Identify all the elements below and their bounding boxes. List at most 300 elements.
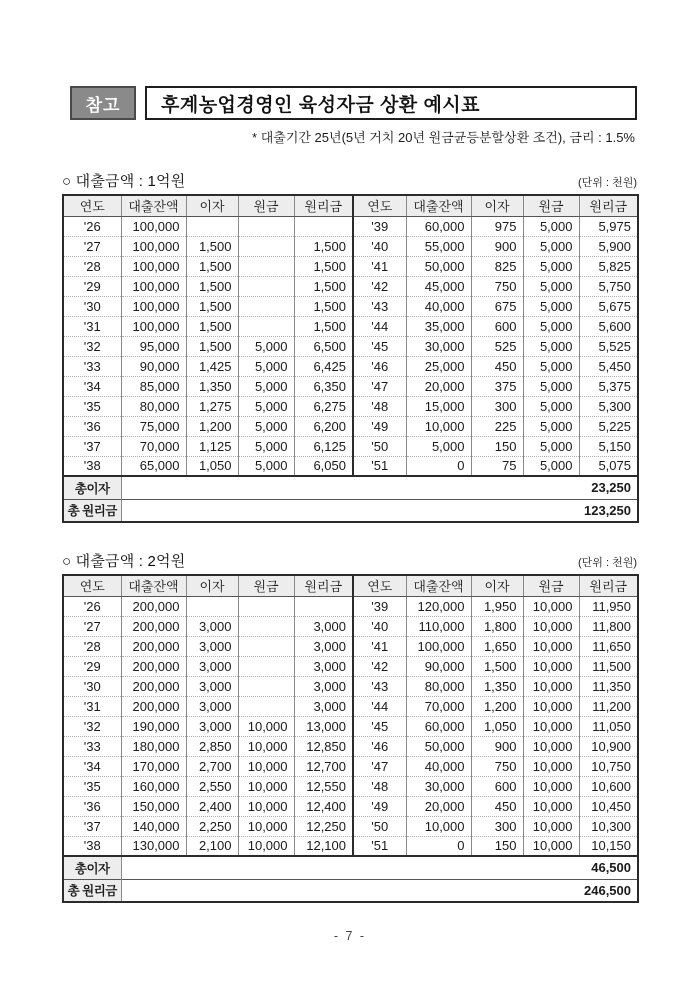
value-cell: 95,000	[121, 336, 186, 356]
value-cell: 1,050	[471, 716, 523, 736]
year-cell: '32	[63, 336, 121, 356]
year-cell: '48	[353, 396, 406, 416]
total-label: 총이자	[63, 856, 121, 879]
column-header: 연도	[353, 195, 406, 216]
year-cell: '29	[63, 656, 121, 676]
value-cell: 5,000	[238, 376, 294, 396]
value-cell: 5,375	[579, 376, 638, 396]
value-cell: 5,000	[523, 316, 579, 336]
value-cell: 1,500	[294, 316, 353, 336]
value-cell: 1,500	[186, 256, 238, 276]
year-cell: '49	[353, 416, 406, 436]
value-cell: 10,900	[579, 736, 638, 756]
value-cell: 3,000	[294, 656, 353, 676]
value-cell: 0	[406, 836, 471, 856]
value-cell: 90,000	[406, 656, 471, 676]
value-cell	[238, 256, 294, 276]
column-header: 대출잔액	[121, 575, 186, 596]
value-cell: 5,000	[523, 256, 579, 276]
value-cell: 10,000	[238, 816, 294, 836]
year-cell: '33	[63, 736, 121, 756]
value-cell: 12,850	[294, 736, 353, 756]
value-cell: 11,950	[592, 598, 631, 614]
value-cell: 5,000	[238, 396, 294, 416]
value-cell: 2,100	[186, 836, 238, 856]
value-cell: 5,000	[523, 456, 579, 476]
value-cell: 11,800	[579, 616, 638, 636]
section-head	[62, 167, 637, 191]
value-cell	[186, 596, 238, 616]
table-row	[63, 416, 638, 436]
year-cell: '37	[63, 816, 121, 836]
value-cell: 2,550	[186, 776, 238, 796]
year-cell: '33	[63, 356, 121, 376]
total-row	[63, 476, 638, 499]
value-cell: 1,500	[186, 276, 238, 296]
year-cell: '36	[63, 416, 121, 436]
column-header: 연도	[63, 195, 121, 216]
value-cell: 450	[471, 796, 523, 816]
value-cell: 45,000	[406, 276, 471, 296]
value-cell: 1,500	[294, 296, 353, 316]
value-cell: 10,450	[579, 796, 638, 816]
value-cell: 3,000	[186, 636, 238, 656]
value-cell: 100,000	[121, 316, 186, 336]
value-cell: 100,000	[121, 276, 186, 296]
year-cell: '44	[353, 696, 406, 716]
value-cell: 375	[471, 376, 523, 396]
year-cell: '50	[353, 816, 406, 836]
value-cell: 1,050	[186, 456, 238, 476]
value-cell: 80,000	[406, 676, 471, 696]
value-cell: 35,000	[406, 316, 471, 336]
value-cell: 3,000	[186, 616, 238, 636]
value-cell: 10,000	[523, 816, 579, 836]
value-cell: 30,000	[406, 336, 471, 356]
value-cell: 170,000	[121, 756, 186, 776]
value-cell: 150	[471, 436, 523, 456]
value-cell: 525	[471, 336, 523, 356]
value-cell: 5,000	[238, 436, 294, 456]
value-cell: 6,350	[294, 376, 353, 396]
value-cell	[238, 696, 294, 716]
year-cell: '45	[353, 716, 406, 736]
value-cell: 200,000	[121, 676, 186, 696]
value-cell: 10,000	[406, 416, 471, 436]
table-row	[63, 736, 638, 756]
value-cell: 10,000	[523, 736, 579, 756]
table-row	[63, 376, 638, 396]
column-header: 연도	[63, 575, 121, 596]
column-header: 대출잔액	[406, 195, 471, 216]
column-header: 원금	[523, 195, 579, 216]
value-cell: 12,700	[294, 756, 353, 776]
year-cell: '26	[63, 216, 121, 236]
table-row	[63, 296, 638, 316]
value-cell: 5,000	[523, 216, 579, 236]
value-cell	[238, 216, 294, 236]
value-cell: 10,000	[523, 716, 579, 736]
value-cell: 1,275	[186, 396, 238, 416]
year-cell: '46	[353, 356, 406, 376]
value-cell	[294, 216, 353, 236]
value-cell: 1,500	[186, 296, 238, 316]
value-cell: 750	[471, 276, 523, 296]
table-row	[63, 816, 638, 836]
value-cell: 5,000	[523, 416, 579, 436]
page-number: - 7 -	[333, 929, 367, 943]
value-cell: 3,000	[294, 696, 353, 716]
table-header-row	[63, 575, 638, 596]
total-row	[63, 879, 638, 902]
table-row	[63, 596, 638, 616]
table-row	[63, 256, 638, 276]
value-cell: 150,000	[121, 796, 186, 816]
page-title: 후계농업경영인 육성자금 상환 예시표	[145, 86, 637, 120]
value-cell: 20,000	[406, 796, 471, 816]
reference-badge: 참고	[70, 86, 136, 120]
value-cell: 75,000	[121, 416, 186, 436]
year-cell: '51	[353, 836, 406, 856]
column-header: 원리금	[294, 195, 353, 216]
column-header: 대출잔액	[406, 575, 471, 596]
value-cell: 1,350	[186, 376, 238, 396]
value-cell: 3,000	[186, 656, 238, 676]
column-header: 이자	[186, 575, 238, 596]
year-cell: '39	[353, 216, 406, 236]
year-cell: '42	[353, 656, 406, 676]
value-cell	[238, 276, 294, 296]
section-heading: ○ 대출금액 : 1억원	[62, 173, 186, 190]
value-cell	[238, 596, 294, 616]
value-cell: 10,150	[579, 836, 638, 856]
value-cell	[238, 616, 294, 636]
value-cell: 1,200	[186, 416, 238, 436]
value-cell: 40,000	[406, 756, 471, 776]
column-header: 원금	[238, 575, 294, 596]
value-cell: 12,400	[294, 796, 353, 816]
value-cell: 5,000	[523, 296, 579, 316]
value-cell: 6,125	[294, 436, 353, 456]
year-cell: '26	[63, 596, 121, 616]
value-cell: 160,000	[121, 776, 186, 796]
value-cell	[238, 296, 294, 316]
year-cell: '30	[63, 296, 121, 316]
value-cell: 2,850	[186, 736, 238, 756]
value-cell: 900	[471, 736, 523, 756]
column-header: 원리금	[294, 575, 353, 596]
year-cell: '36	[63, 796, 121, 816]
value-cell: 10,000	[238, 836, 294, 856]
value-cell: 1,500	[186, 236, 238, 256]
value-cell: 70,000	[121, 436, 186, 456]
value-cell: 100,000	[121, 236, 186, 256]
value-cell: 5,075	[579, 456, 638, 476]
table-row	[63, 836, 638, 856]
value-cell: 5,525	[579, 336, 638, 356]
value-cell: 120,000	[406, 596, 471, 616]
table-row	[63, 796, 638, 816]
year-cell: '47	[353, 756, 406, 776]
year-cell: '41	[353, 636, 406, 656]
value-cell: 6,200	[294, 416, 353, 436]
value-cell: 3,000	[294, 616, 353, 636]
document-page	[62, 86, 637, 903]
value-cell: 11,350	[579, 676, 638, 696]
value-cell: 100,000	[121, 296, 186, 316]
year-cell: '31	[63, 696, 121, 716]
value-cell: 200,000	[121, 596, 186, 616]
value-cell: 130,000	[121, 836, 186, 856]
column-header: 원금	[238, 195, 294, 216]
value-cell: 10,600	[579, 776, 638, 796]
value-cell: 5,000	[238, 356, 294, 376]
value-cell: 600	[471, 776, 523, 796]
column-header: 연도	[353, 575, 406, 596]
value-cell: 10,000	[523, 836, 579, 856]
value-cell: 1,650	[471, 636, 523, 656]
value-cell: 10,000	[238, 716, 294, 736]
total-label: 총 원리금	[63, 499, 121, 522]
value-cell: 1,950	[471, 596, 523, 616]
value-cell: 6,500	[294, 336, 353, 356]
value-cell: 5,150	[579, 436, 638, 456]
value-cell: 1,350	[471, 676, 523, 696]
year-cell: '50	[353, 436, 406, 456]
value-cell: 10,000	[238, 796, 294, 816]
loan-section-200m	[62, 547, 637, 903]
value-cell: 3,000	[294, 636, 353, 656]
table-row	[63, 636, 638, 656]
value-cell: 5,900	[579, 236, 638, 256]
table-row	[63, 436, 638, 456]
value-cell: 5,300	[579, 396, 638, 416]
value-cell: 10,000	[523, 756, 579, 776]
table-row	[63, 216, 638, 236]
value-cell: 80,000	[121, 396, 186, 416]
table-row	[63, 656, 638, 676]
value-cell	[238, 316, 294, 336]
value-cell	[294, 596, 353, 616]
table-row	[63, 236, 638, 256]
value-cell: 5,000	[523, 236, 579, 256]
value-cell: 5,000	[238, 456, 294, 476]
table-row	[63, 356, 638, 376]
value-cell: 5,000	[523, 276, 579, 296]
year-cell: '43	[353, 676, 406, 696]
value-cell: 12,100	[294, 836, 353, 856]
value-cell: 5,000	[523, 436, 579, 456]
year-cell: '41	[353, 256, 406, 276]
value-cell: 900	[471, 236, 523, 256]
year-cell: '28	[63, 636, 121, 656]
value-cell: 1,500	[294, 236, 353, 256]
value-cell: 20,000	[406, 376, 471, 396]
value-cell: 1,200	[471, 696, 523, 716]
value-cell: 55,000	[406, 236, 471, 256]
value-cell: 40,000	[406, 296, 471, 316]
value-cell: 5,000	[238, 416, 294, 436]
value-cell: 85,000	[121, 376, 186, 396]
value-cell	[238, 656, 294, 676]
value-cell: 110,000	[406, 616, 471, 636]
value-cell: 13,000	[294, 716, 353, 736]
value-cell: 450	[471, 356, 523, 376]
total-value: 46,500	[121, 856, 638, 879]
value-cell: 10,000	[238, 776, 294, 796]
value-cell: 100,000	[121, 256, 186, 276]
value-cell: 10,000	[523, 696, 579, 716]
value-cell: 10,000	[523, 796, 579, 816]
table-row	[63, 696, 638, 716]
loan-terms-note: * 대출기간 25년(5년 거치 20년 원금균등분할상환 조건), 금리 : 1.5%	[252, 130, 635, 145]
table-row	[63, 616, 638, 636]
value-cell: 300	[471, 816, 523, 836]
repayment-table-200m	[62, 574, 639, 903]
value-cell: 10,000	[238, 736, 294, 756]
year-cell: '39	[353, 596, 406, 616]
year-cell: '48	[353, 776, 406, 796]
value-cell: 3,000	[294, 676, 353, 696]
unit-label: (단위 : 천원)	[578, 557, 637, 569]
table-row	[63, 456, 638, 476]
value-cell: 10,000	[523, 776, 579, 796]
value-cell: 150	[471, 836, 523, 856]
value-cell: 5,000	[523, 356, 579, 376]
value-cell: 6,275	[294, 396, 353, 416]
value-cell: 5,600	[579, 316, 638, 336]
value-cell: 0	[406, 456, 471, 476]
year-cell: '28	[63, 256, 121, 276]
year-cell: '34	[63, 376, 121, 396]
value-cell: 65,000	[121, 456, 186, 476]
table-row	[63, 716, 638, 736]
value-cell: 2,700	[186, 756, 238, 776]
year-cell: '40	[353, 236, 406, 256]
value-cell: 6,050	[294, 456, 353, 476]
value-cell: 2,250	[186, 816, 238, 836]
value-cell: 5,000	[406, 436, 471, 456]
value-cell: 10,000	[523, 656, 579, 676]
value-cell: 10,300	[579, 816, 638, 836]
year-cell: '27	[63, 616, 121, 636]
year-cell: '34	[63, 756, 121, 776]
column-header: 이자	[471, 195, 523, 216]
value-cell: 190,000	[121, 716, 186, 736]
value-cell: 5,000	[238, 336, 294, 356]
table-row	[63, 756, 638, 776]
repayment-table-100m	[62, 194, 639, 523]
value-cell: 200,000	[121, 616, 186, 636]
value-cell: 300	[471, 396, 523, 416]
table-row	[63, 396, 638, 416]
value-cell: 200,000	[121, 696, 186, 716]
value-cell: 200,000	[121, 656, 186, 676]
value-cell: 5,750	[579, 276, 638, 296]
value-cell: 15,000	[406, 396, 471, 416]
loan-section-100m	[62, 167, 637, 523]
year-cell: '35	[63, 396, 121, 416]
total-row	[63, 856, 638, 879]
value-cell: 5,450	[579, 356, 638, 376]
year-cell: '42	[353, 276, 406, 296]
value-cell: 1,500	[471, 656, 523, 676]
value-cell: 5,000	[523, 376, 579, 396]
value-cell	[186, 216, 238, 236]
year-cell: '38	[63, 456, 121, 476]
column-header: 대출잔액	[121, 195, 186, 216]
section-heading: ○ 대출금액 : 2억원	[62, 553, 186, 570]
value-cell: 1,500	[186, 336, 238, 356]
column-header: 원리금	[579, 195, 638, 216]
value-cell: 180,000	[121, 736, 186, 756]
year-cell: '27	[63, 236, 121, 256]
year-cell: '43	[353, 296, 406, 316]
value-cell: 140,000	[121, 816, 186, 836]
year-cell: '46	[353, 736, 406, 756]
value-cell: 60,000	[406, 716, 471, 736]
year-cell: '45	[353, 336, 406, 356]
year-cell: '29	[63, 276, 121, 296]
column-header: 원금	[523, 575, 579, 596]
table-row	[63, 676, 638, 696]
section-head	[62, 547, 637, 571]
column-header: 이자	[471, 575, 523, 596]
year-cell: '38	[63, 836, 121, 856]
total-label: 총 원리금	[63, 879, 121, 902]
value-cell: 10,000	[523, 596, 579, 616]
total-value: 246,500	[121, 879, 638, 902]
value-cell: 25,000	[406, 356, 471, 376]
table-row	[63, 276, 638, 296]
value-cell: 825	[471, 256, 523, 276]
value-cell: 10,000	[238, 756, 294, 776]
total-row	[63, 499, 638, 522]
total-label: 총이자	[63, 476, 121, 499]
value-cell: 1,500	[294, 276, 353, 296]
total-value: 23,250	[121, 476, 638, 499]
value-cell: 200,000	[121, 636, 186, 656]
value-cell: 100,000	[406, 636, 471, 656]
value-cell: 11,200	[579, 696, 638, 716]
value-cell: 1,425	[186, 356, 238, 376]
value-cell: 3,000	[186, 676, 238, 696]
year-cell: '35	[63, 776, 121, 796]
value-cell: 50,000	[406, 256, 471, 276]
value-cell: 675	[471, 296, 523, 316]
document-header	[70, 86, 637, 120]
value-cell: 225	[471, 416, 523, 436]
value-cell: 11,650	[579, 636, 638, 656]
year-cell: '40	[353, 616, 406, 636]
column-header: 원리금	[579, 575, 638, 596]
year-cell: '31	[63, 316, 121, 336]
value-cell: 75	[471, 456, 523, 476]
total-value: 123,250	[121, 499, 638, 522]
value-cell: 5,000	[523, 396, 579, 416]
value-cell: 10,000	[523, 616, 579, 636]
value-cell: 12,250	[294, 816, 353, 836]
value-cell: 1,500	[186, 316, 238, 336]
column-header: 이자	[186, 195, 238, 216]
value-cell	[238, 236, 294, 256]
year-cell: '44	[353, 316, 406, 336]
table-row	[63, 316, 638, 336]
value-cell: 5,675	[579, 296, 638, 316]
year-cell: '37	[63, 436, 121, 456]
value-cell: 2,400	[186, 796, 238, 816]
year-cell: '30	[63, 676, 121, 696]
